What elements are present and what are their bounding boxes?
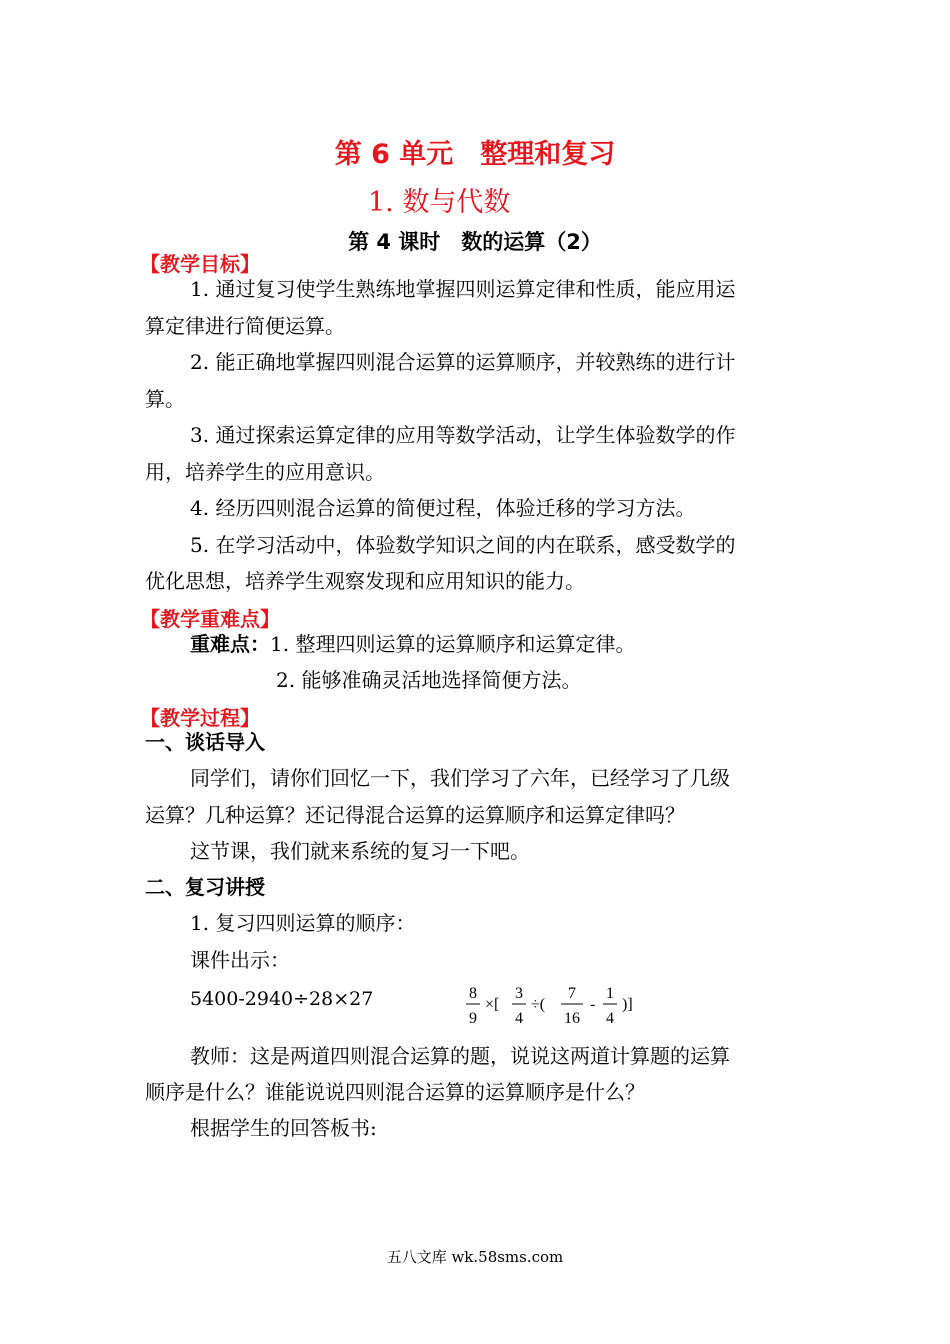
objective-line: 用，培养学生的应用意识。 [145, 460, 385, 484]
fraction-numerator: 3 [515, 985, 523, 1002]
paragraph-line: 根据学生的回答板书: [190, 1116, 377, 1140]
fraction-numerator: 1 [606, 985, 614, 1002]
objective-line: 4. 经历四则混合运算的简便过程，体验迁移的学习方法。 [190, 496, 696, 520]
key-point-item: 2. 能够准确灵活地选择简便方法。 [276, 668, 582, 692]
key-points-heading: 【教学重难点】 [140, 607, 280, 631]
key-point-item: 1. 整理四则运算的运算顺序和运算定律。 [270, 632, 636, 656]
lesson-title: 第 4 课时 数的运算（2） [348, 230, 602, 254]
paragraph-line: 同学们，请你们回忆一下，我们学习了六年，已经学习了几级 [190, 766, 730, 790]
objective-line: 1. 通过复习使学生熟练地掌握四则运算定律和性质，能应用运 [190, 277, 736, 301]
paragraph-line: 课件出示： [190, 948, 290, 972]
objective-line: 算定律进行简便运算。 [145, 314, 345, 338]
paragraph-line: 1. 复习四则运算的顺序： [190, 911, 416, 935]
objective-line: 优化思想，培养学生观察发现和应用知识的能力。 [145, 569, 585, 593]
paragraph-line: 顺序是什么？谁能说说四则混合运算的运算顺序是什么？ [145, 1080, 645, 1104]
formula-1: 5400-2940÷28×27 [190, 988, 374, 1010]
formula-2 [465, 980, 655, 1030]
fraction-denominator: 16 [564, 1010, 580, 1027]
objective-line: 算。 [145, 387, 185, 411]
operator-times: ×[ [485, 996, 500, 1013]
key-points-label: 重难点： [190, 632, 270, 656]
part2-title: 二、复习讲授 [145, 875, 265, 899]
unit-title: 第 6 单元 整理和复习 [334, 139, 616, 170]
process-heading: 【教学过程】 [140, 706, 260, 730]
fraction-numerator: 7 [568, 985, 576, 1002]
part1-title: 一、谈话导入 [145, 730, 265, 754]
subtitle: 1. 数与代数 [368, 187, 511, 218]
objective-line: 5. 在学习活动中，体验数学知识之间的内在联系，感受数学的 [190, 533, 736, 557]
objectives-heading: 【教学目标】 [140, 252, 260, 276]
closing-brackets: )] [622, 996, 633, 1013]
operator-minus: - [590, 996, 596, 1013]
fraction-denominator: 9 [469, 1010, 477, 1027]
fraction-denominator: 4 [515, 1010, 523, 1027]
key-points-line-1 [190, 628, 635, 657]
objective-line: 3. 通过探索运算定律的应用等数学活动，让学生体验数学的作 [190, 423, 736, 447]
fraction-numerator: 8 [469, 985, 477, 1002]
objective-line: 2. 能正确地掌握四则混合运算的运算顺序，并较熟练的进行计 [190, 350, 736, 374]
operator-divide: ÷( [531, 996, 546, 1013]
paragraph-line: 运算？几种运算？还记得混合运算的运算顺序和运算定律吗？ [145, 803, 685, 827]
fraction-denominator: 4 [606, 1010, 614, 1027]
paragraph-line: 教师：这是两道四则混合运算的题，说说这两道计算题的运算 [190, 1044, 730, 1068]
paragraph-line: 这节课，我们就来系统的复习一下吧。 [190, 839, 530, 863]
footer-watermark: 五八文库 wk.58sms.com [386, 1248, 564, 1266]
